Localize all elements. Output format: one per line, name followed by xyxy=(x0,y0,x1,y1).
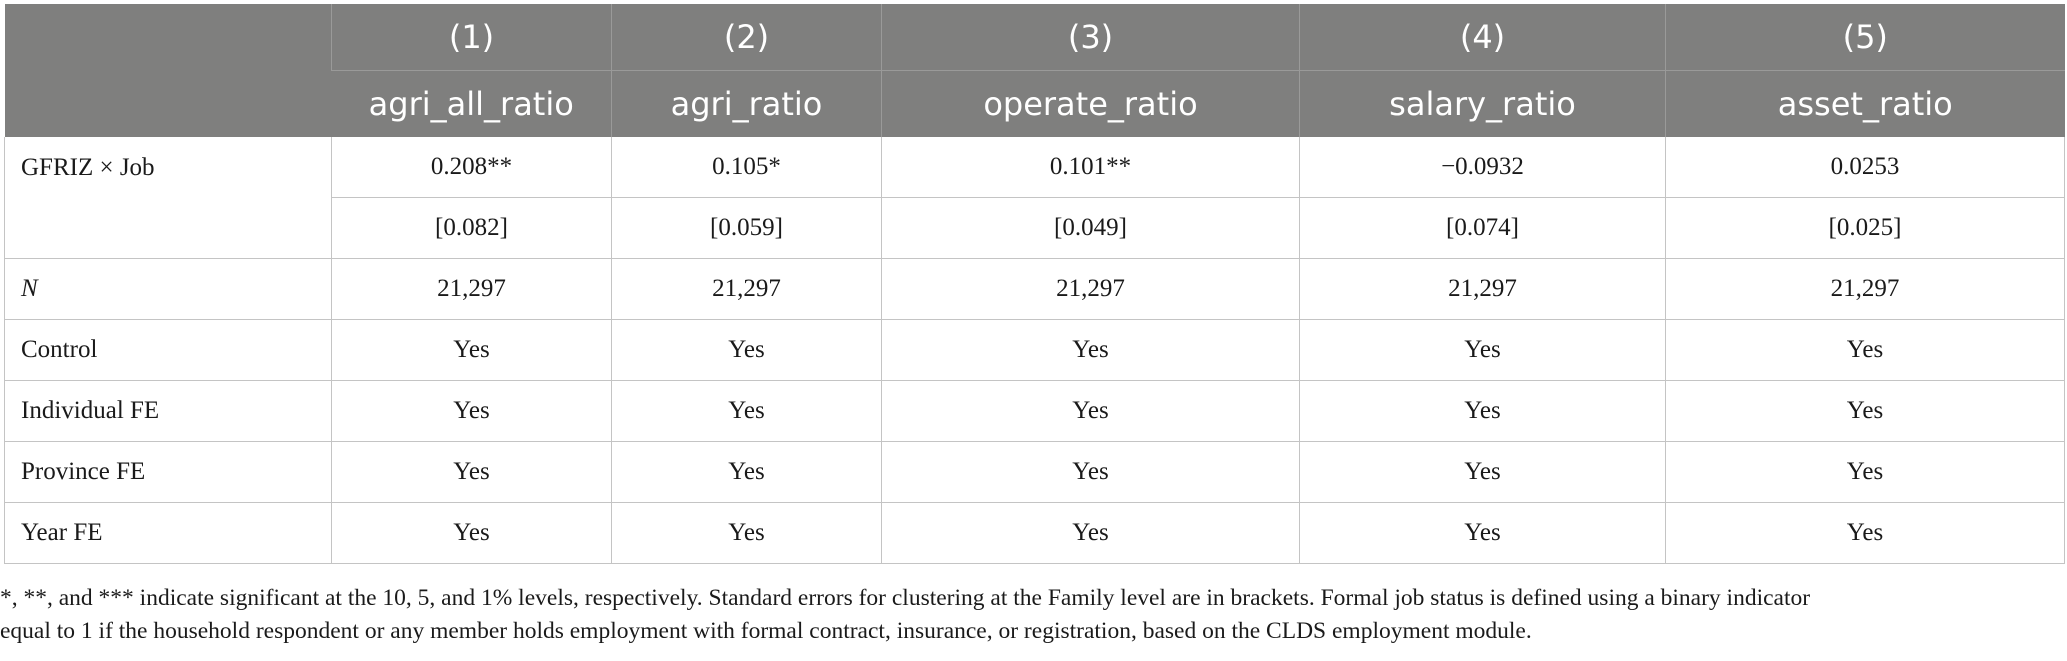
table-cell: Yes xyxy=(612,503,882,564)
table-cell: Yes xyxy=(332,442,612,503)
standard-error-cell: [0.082] xyxy=(332,198,612,259)
footnote-line: equal to 1 if the household respondent or any member holds employment with formal contract, insurance, or registration, based on the CLDS employment module. xyxy=(0,618,1532,644)
table-row-n xyxy=(5,259,2065,320)
coefficient-cell: 0.208** xyxy=(332,137,612,198)
table-row-individual-fe xyxy=(5,381,2065,442)
standard-error-cell: [0.074] xyxy=(1300,198,1666,259)
column-number: (2) xyxy=(612,4,882,71)
column-number: (4) xyxy=(1300,4,1666,71)
table-cell: Yes xyxy=(1666,381,2065,442)
table-cell: Yes xyxy=(1300,503,1666,564)
footnote-line: *, **, and *** indicate significant at the 10, 5, and 1% levels, respectively. Standard errors for clustering at the Family level are in brackets. Formal job status is defined using a binary indicator xyxy=(0,585,1811,611)
table-cell: Yes xyxy=(882,381,1300,442)
coefficient-cell: 0.101** xyxy=(882,137,1300,198)
row-label: GFRIZ × Job xyxy=(5,137,332,259)
column-number: (5) xyxy=(1666,4,2065,71)
coefficient-cell: 0.105* xyxy=(612,137,882,198)
row-label: Individual FE xyxy=(5,381,332,442)
table-row-year-fe xyxy=(5,503,2065,564)
standard-error-cell: [0.049] xyxy=(882,198,1300,259)
table-cell: Yes xyxy=(332,503,612,564)
table-cell: 21,297 xyxy=(612,259,882,320)
header-number-row xyxy=(5,4,2065,71)
row-label: Year FE xyxy=(5,503,332,564)
standard-error-cell: [0.025] xyxy=(1666,198,2065,259)
column-variable-name: agri_all_ratio xyxy=(332,71,612,138)
table-row-province-fe xyxy=(5,442,2065,503)
table-cell: 21,297 xyxy=(1666,259,2065,320)
table-cell: Yes xyxy=(612,442,882,503)
table-cell: 21,297 xyxy=(882,259,1300,320)
table-cell: Yes xyxy=(332,320,612,381)
table-cell: Yes xyxy=(1666,503,2065,564)
row-label: Province FE xyxy=(5,442,332,503)
coefficient-cell: 0.0253 xyxy=(1666,137,2065,198)
table-cell: Yes xyxy=(332,381,612,442)
table-cell: Yes xyxy=(882,320,1300,381)
table-cell: Yes xyxy=(1300,320,1666,381)
column-number: (1) xyxy=(332,4,612,71)
table-cell: Yes xyxy=(612,381,882,442)
table-cell: Yes xyxy=(882,442,1300,503)
table-row-gfriz-job xyxy=(5,137,2065,198)
regression-table xyxy=(4,4,2065,564)
coefficient-cell: −0.0932 xyxy=(1300,137,1666,198)
table-cell: 21,297 xyxy=(332,259,612,320)
table-row-control xyxy=(5,320,2065,381)
table-cell: Yes xyxy=(882,503,1300,564)
column-variable-name: operate_ratio xyxy=(882,71,1300,138)
column-number: (3) xyxy=(882,4,1300,71)
table-cell: Yes xyxy=(1300,442,1666,503)
row-label: Control xyxy=(5,320,332,381)
table-cell: Yes xyxy=(1300,381,1666,442)
standard-error-cell: [0.059] xyxy=(612,198,882,259)
table-cell: 21,297 xyxy=(1300,259,1666,320)
row-label: N xyxy=(5,259,332,320)
table-footnote xyxy=(0,582,2067,648)
table-cell: Yes xyxy=(1666,442,2065,503)
regression-table-container xyxy=(4,4,2064,564)
column-variable-name: salary_ratio xyxy=(1300,71,1666,138)
column-variable-name: asset_ratio xyxy=(1666,71,2065,138)
table-cell: Yes xyxy=(612,320,882,381)
column-variable-name: agri_ratio xyxy=(612,71,882,138)
table-cell: Yes xyxy=(1666,320,2065,381)
header-stub xyxy=(5,4,332,137)
